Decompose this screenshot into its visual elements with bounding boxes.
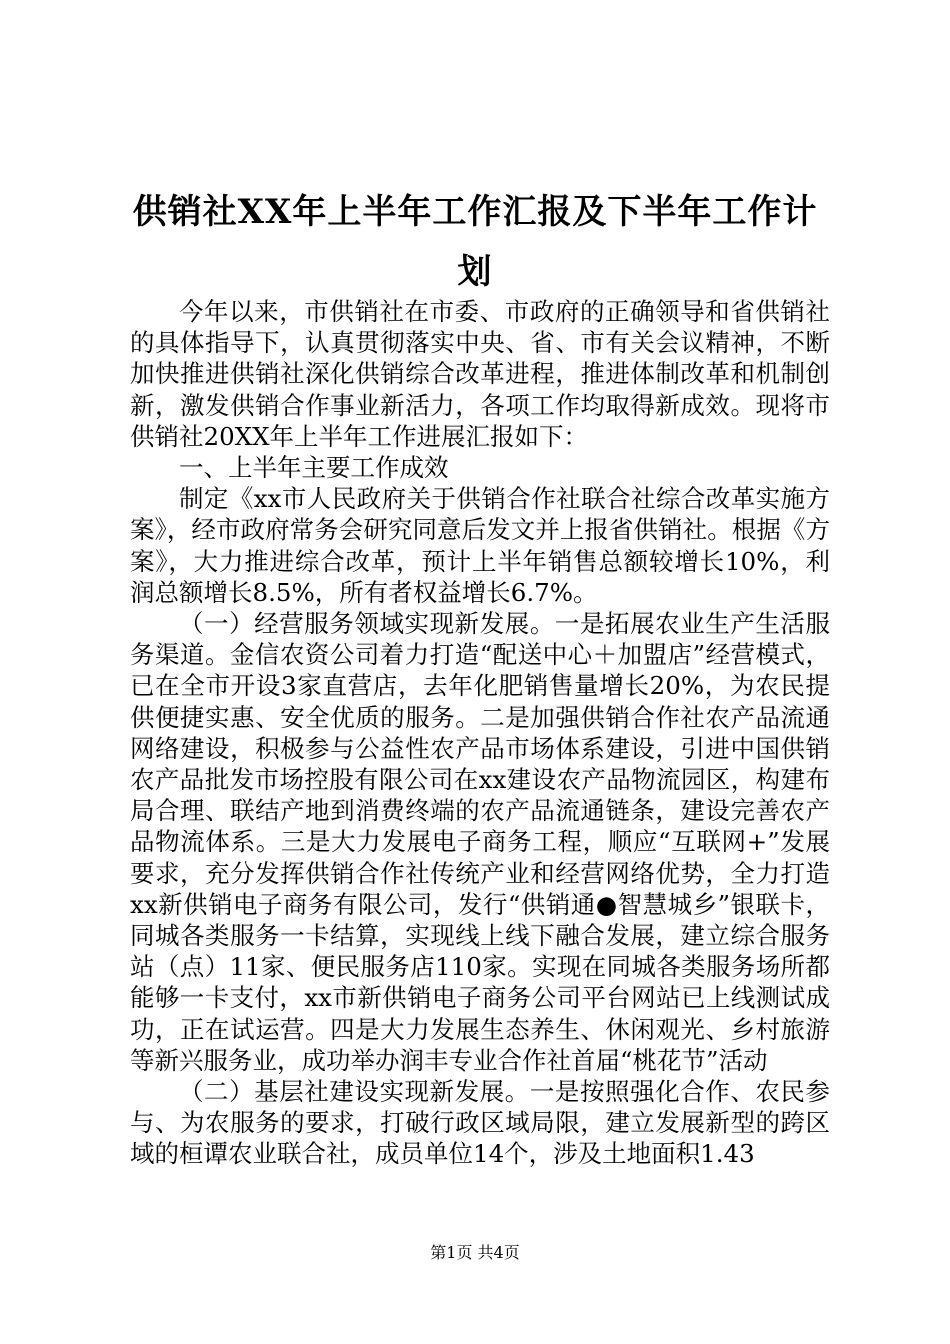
section-heading-1: 一、上半年主要工作成效	[179, 453, 449, 483]
paragraph-grassroots: （二）基层社建设实现新发展。一是按照强化合作、农民参与、为农服务的要求，打破行政区域局限，建立发展新型的跨区域的桓谭农业联合社，成员单位14个，涉及土地面积1.43	[130, 1077, 830, 1169]
paragraph-business-services: （一）经营服务领域实现新发展。一是拓展农业生产生活服务渠道。金信农资公司着力打造“配送中心＋加盟店”经营模式，已在全市开设3家直营店，去年化肥销售量增长20%，为农民提供便捷实惠、安全优质的服务。二是加强供销合作社农产品流通网络建设，积极参与公益性农产品市场体系建设，引进中国供销农产品批发市场控股有限公司在xx建设农产品物流园区，构建布局合理、联结产地到消费终端的农产品流通链条，建设完善农产品物流体系。三是大力发展电子商务工程，顺应“互联网+”发展要求，充分发挥供销合作社传统产业和经营网络优势，全力打造xx新供销电子商务有限公司，发行“供销通●智慧城乡”银联卡，同城各类服务一卡结算，实现线上线下融合发展，建立综合服务站（点）11家、便民服务店110家。实现在同城各类服务场所都能够一卡支付，xx市新供销电子商务公司平台网站已上线测试成功，正在试运营。四是大力发展生态养生、休闲观光、乡村旅游等新兴服务业，成功举办润丰专业合作社首届“桃花节”活动	[130, 609, 830, 1075]
paragraph-reform-plan: 制定《xx市人民政府关于供销合作社联合社综合改革实施方案》，经市政府常务会研究同意后发文并上报省供销社。根据《方案》，大力推进综合改革，预计上半年销售总额较增长10%，利润总额增长8.5%，所有者权益增长6.7%。	[130, 484, 830, 607]
document-title: 供销社XX年上半年工作汇报及下半年工作计划	[132, 192, 818, 292]
paragraph-intro: 今年以来，市供销社在市委、市政府的正确领导和省供销社的具体指导下，认真贯彻落实中央、省、市有关会议精神，不断加快推进供销社深化供销综合改革进程，推进体制改革和机制创新，激发供销合作事业新活力，各项工作均取得新成效。现将市供销社20XX年上半年工作进展汇报如下：	[130, 297, 830, 451]
document-body	[130, 296, 830, 1170]
page-footer: 第1页 共4页	[430, 1243, 520, 1262]
